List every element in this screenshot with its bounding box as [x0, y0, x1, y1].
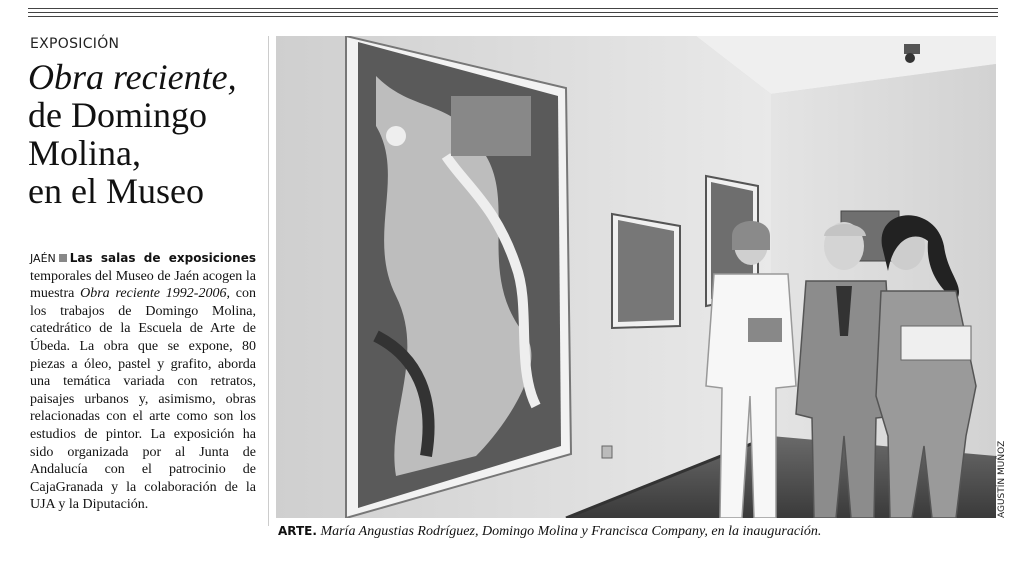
dateline-square-icon — [59, 254, 67, 262]
top-rule — [28, 8, 998, 9]
article-text-2: , con los trabajos de Domingo Molina, catedrático de la Escuela de Arte de Úbeda. La obra que se expone, 80 piezas a óleo, pastel y grafito, aborda una temática variada con retratos, paisajes urbanos y, asimismo, obras relacionadas con el arte como son los estudios de pintor. La exposición ha sido organizada por al Junta de Andalucía con el patrocinio de CajaGranada y la colaboración de la UJA y la Diputación. — [30, 286, 256, 513]
top-rule-3 — [28, 16, 998, 17]
headline-line-3: Molina, — [28, 133, 141, 173]
exhibition-title: Obra reciente 1992-2006 — [80, 286, 227, 302]
section-kicker: EXPOSICIÓN — [30, 36, 120, 52]
column-divider — [268, 36, 269, 526]
photo-credit: AGUSTÍN MUÑOZ — [997, 440, 1007, 518]
caption-text: María Angustias Rodríguez, Domingo Molina y Francisca Company, en la inauguración. — [316, 524, 822, 539]
caption-label: ARTE. — [278, 524, 317, 538]
headline-line-4: en el Museo — [28, 171, 204, 211]
headline-line-2: de Domingo — [28, 95, 207, 135]
article-text-1: temporales del Museo de Jaén acogen la muestra — [30, 268, 256, 302]
article-body — [30, 250, 256, 514]
photo-caption — [278, 524, 998, 540]
dateline-location: JAÉN — [30, 252, 56, 265]
headline-line-1: Obra reciente, — [28, 57, 237, 97]
top-rule-2 — [28, 12, 998, 13]
article-lead: Las salas de exposiciones — [69, 251, 256, 265]
exhibition-photo — [276, 36, 996, 518]
article-headline — [28, 58, 268, 210]
